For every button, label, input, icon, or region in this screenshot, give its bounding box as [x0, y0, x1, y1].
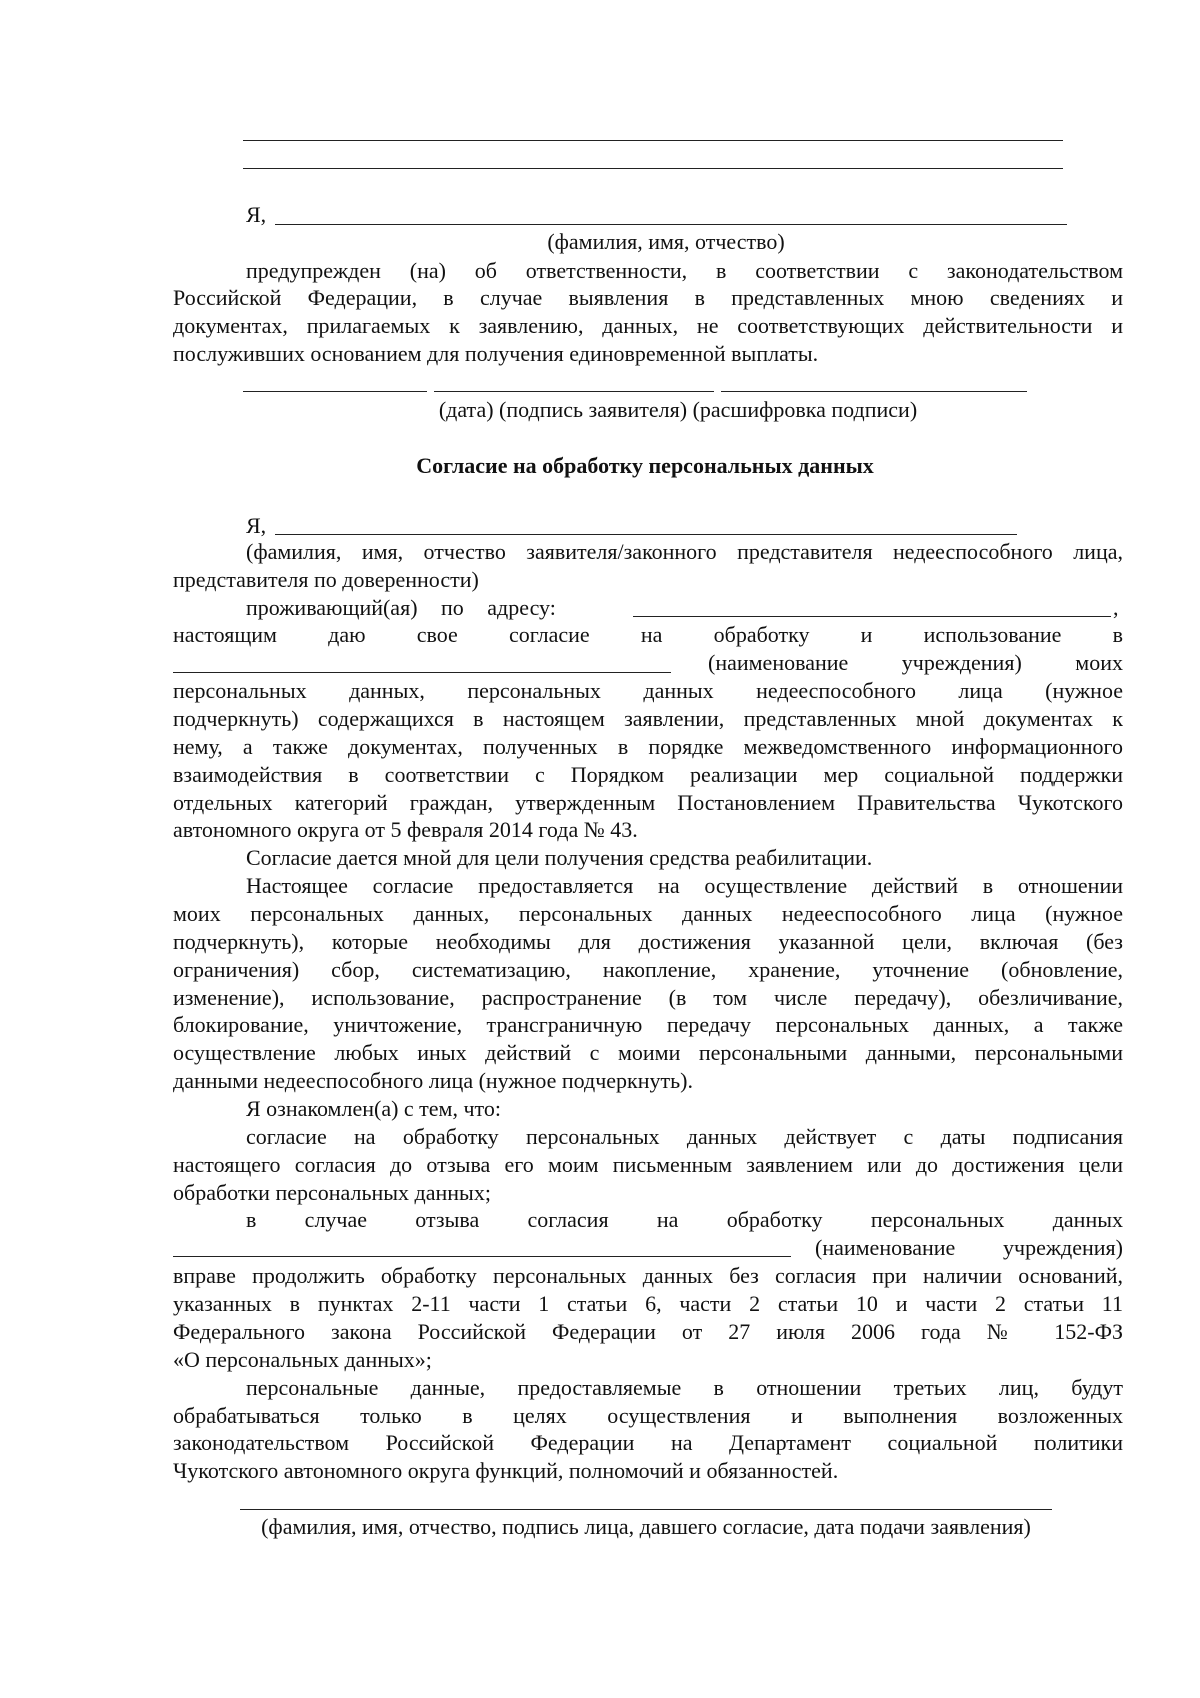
actions-line: ограничения) сбор, систематизацию, накопление, хранение, уточнение (обновление, — [173, 957, 1123, 982]
institution-caption: (наименование учреждения) моих — [708, 650, 1123, 675]
institution-caption: (наименование учреждения) — [815, 1235, 1123, 1260]
actions-line: осуществление любых иных действий с моими персональными данными, персональными — [173, 1040, 1123, 1065]
fio-caption: (фамилия, имя, отчество заявителя/законного представителя недееспособного лица, — [246, 539, 1123, 564]
revoke-line: в случае отзыва согласия на обработку персональных данных — [246, 1207, 1123, 1232]
third-party-line: обрабатываться только в целях осуществления и выполнения возложенных — [173, 1403, 1123, 1428]
body-line: нему, а также документах, полученных в порядке межведомственного информационного — [173, 734, 1123, 759]
warning-line: предупрежден (на) об ответственности, в соответствии с законодательством — [246, 258, 1123, 283]
blank-line — [243, 140, 1063, 141]
revoke-text-line: «О персональных данных»; — [173, 1347, 432, 1372]
institution-line — [173, 1256, 791, 1257]
warning-line: послуживших основанием для получения единовременной выплаты. — [173, 341, 819, 366]
actions-line: подчеркнуть), которые необходимы для достижения указанной цели, включая (без — [173, 929, 1123, 954]
actions-line: блокирование, уничтожение, трансграничную передачу персональных данных, а также — [173, 1012, 1123, 1037]
consent-line: настоящим даю свое согласие на обработку и использование в — [173, 622, 1123, 647]
warning-line: документах, прилагаемых к заявлению, данных, не соответствующих действительности и — [173, 313, 1123, 338]
ya-label: Я, — [246, 202, 267, 227]
third-party-line: персональные данные, предоставляемые в отношении третьих лиц, будут — [246, 1375, 1123, 1400]
address-comma: , — [1113, 595, 1119, 620]
signature-line — [434, 391, 714, 392]
actions-line: Настоящее согласие предоставляется на осуществление действий в отношении — [246, 873, 1123, 898]
sign-caption: (дата) (подпись заявителя) (расшифровка подписи) — [438, 397, 918, 422]
actions-line: данными недееспособного лица (нужное подчеркнуть). — [173, 1068, 693, 1093]
blank-line — [243, 168, 1063, 169]
validity-line: обработки персональных данных; — [173, 1180, 491, 1205]
date-line — [243, 391, 427, 392]
body-line: подчеркнуть) содержащихся в настоящем заявлении, представленных мной документах к — [173, 706, 1123, 731]
revoke-text-line: указанных в пунктах 2-11 части 1 статьи 6, части 2 статьи 10 и части 2 статьи 11 — [173, 1291, 1123, 1316]
third-party-line: Чукотского автономного округа функций, полномочий и обязанностей. — [173, 1458, 839, 1483]
body-line: персональных данных, персональных данных недееспособного лица (нужное — [173, 678, 1123, 703]
fio-line — [275, 224, 1067, 225]
body-line: взаимодействия в соответствии с Порядком реализации мер социальной поддержки — [173, 762, 1123, 787]
fio-caption: представителя по доверенности) — [173, 567, 479, 592]
final-caption: (фамилия, имя, отчество, подпись лица, давшего согласие, дата подачи заявления) — [261, 1514, 1031, 1539]
ya-label: Я, — [246, 513, 267, 538]
address-label: проживающий(ая) по адресу: — [246, 595, 556, 620]
body-line: отдельных категорий граждан, утвержденным Постановлением Правительства Чукотского — [173, 790, 1123, 815]
address-line — [633, 616, 1111, 617]
fio-caption: (фамилия, имя, отчество) — [547, 229, 785, 254]
warning-line: Российской Федерации, в случае выявления в представленных мною сведениях и — [173, 285, 1123, 310]
third-party-line: законодательством Российской Федерации на Департамент социальной политики — [173, 1430, 1123, 1455]
final-signature-line — [240, 1509, 1052, 1510]
actions-line: изменение), использование, распространение (в том числе передачу), обезличивание, — [173, 985, 1123, 1010]
institution-line — [173, 672, 671, 673]
purpose-line: Согласие дается мной для цели получения средства реабилитации. — [246, 845, 873, 870]
consent-title: Согласие на обработку персональных данных — [416, 453, 874, 478]
body-line: автономного округа от 5 февраля 2014 года № 43. — [173, 817, 638, 842]
name-transcript-line — [721, 391, 1027, 392]
validity-line: согласие на обработку персональных данных действует с даты подписания — [246, 1124, 1123, 1149]
actions-line: моих персональных данных, персональных данных недееспособного лица (нужное — [173, 901, 1123, 926]
revoke-text-line: вправе продолжить обработку персональных данных без согласия при наличии оснований, — [173, 1263, 1123, 1288]
validity-line: настоящего согласия до отзыва его моим письменным заявлением или до достижения цели — [173, 1152, 1123, 1177]
fio-line — [275, 534, 1017, 535]
aware-line: Я ознакомлен(а) с тем, что: — [246, 1096, 501, 1121]
revoke-text-line: Федерального закона Российской Федерации от 27 июля 2006 года № 152-ФЗ — [173, 1319, 1123, 1344]
